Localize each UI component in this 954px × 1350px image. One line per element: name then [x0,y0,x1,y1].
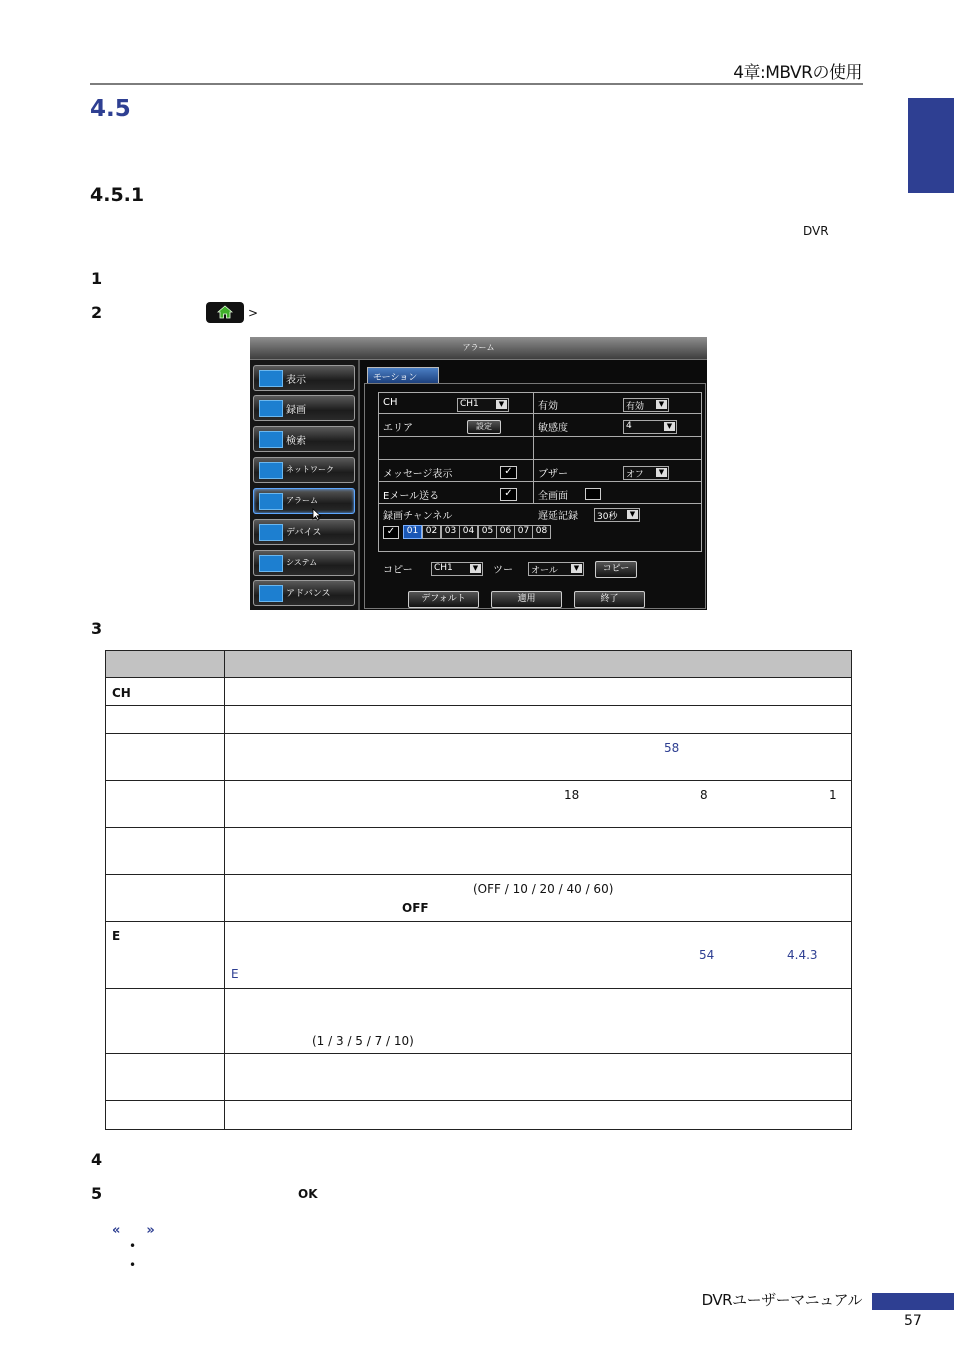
ch-label: CH [383,397,398,408]
sensitivity-select-value: 4 [626,421,632,431]
network-icon [259,462,283,479]
channel-02[interactable]: 02 [422,525,441,539]
page-number: 57 [904,1313,922,1329]
message-checkbox[interactable]: ✓ [500,466,517,479]
subsection-number: 4.5.1 [90,184,145,206]
section-number: 4.5 [90,96,131,122]
fullscreen-label: 全画面 [538,491,568,502]
sidebar-item-label: アドバンス [286,589,331,599]
monitor-icon [259,370,283,387]
step-5-number: 5 [91,1184,103,1203]
section-reference-link[interactable]: 4.4.3 [787,948,818,962]
buzzer-select-value: オフ [626,470,644,480]
delay-select[interactable] [594,508,640,522]
step-3-number: 3 [91,619,103,638]
step-4-number: 4 [91,1150,103,1169]
manual-title: DVRユーザーマニュアル [701,1291,862,1309]
exit-button[interactable]: 終了 [574,591,645,608]
sidebar-item-system[interactable] [253,550,355,576]
page-reference-link[interactable]: 58 [664,741,680,755]
chapter-side-tab [908,98,954,193]
buzzer-select[interactable] [623,466,669,480]
copy-from-value: CH1 [434,563,453,573]
channel-07[interactable]: 07 [514,525,533,539]
delay-select-value: 30秒 [597,512,618,522]
delay-record-label: 遅延記録 [538,511,578,522]
channel-08[interactable]: 08 [532,525,551,539]
buzzer-label: ブザー [538,469,568,480]
copy-to-value: オール [531,566,558,576]
chevron-down-icon: ▼ [571,564,582,573]
chevron-down-icon: ▼ [470,564,481,573]
search-icon [259,431,283,448]
tab-label: モーション [373,373,418,383]
footer-accent-bar [872,1293,954,1310]
chevron-down-icon: ▼ [664,422,675,431]
home-button[interactable] [206,302,244,323]
sidebar-item-label: アラーム [286,496,318,505]
channel-05[interactable]: 05 [478,525,497,539]
gear-icon [259,555,283,572]
tab-motion[interactable] [367,367,439,384]
channel-06[interactable]: 06 [496,525,515,539]
sensitivity-select[interactable] [623,420,677,434]
enable-select-value: 有効 [626,402,645,412]
table-value: 1 [829,788,837,802]
window-titlebar [250,337,707,360]
ch-select-value: CH1 [460,399,479,409]
to-label: ツー [493,565,513,576]
area-label: エリア [383,423,413,434]
page-reference-link[interactable]: 54 [699,948,715,962]
channel-04[interactable]: 04 [459,525,478,539]
ok-text: OK [298,1187,318,1201]
sidebar-item-label: 表示 [286,375,306,386]
copy-label: コピー [383,565,413,576]
sidebar-item-label: 検索 [286,436,306,447]
menu-path-separator: > [248,306,259,320]
sidebar-item-label: デバイス [286,528,322,538]
window-title: アラーム [462,343,495,352]
chevron-down-icon: ▼ [627,510,638,519]
record-icon [259,400,283,417]
sidebar-item-record[interactable] [253,395,355,421]
sidebar-item-search[interactable] [253,426,355,452]
record-channel-label: 録画チャンネル [383,511,453,522]
table-value: OFF [402,901,429,915]
note-bullet: • [129,1239,137,1253]
copy-from-select[interactable] [431,562,483,576]
sidebar-item-label: システム [286,558,318,567]
parameter-table [105,650,852,1130]
home-icon [217,305,233,319]
table-value: (1 / 3 / 5 / 7 / 10) [312,1034,414,1048]
table-value: (OFF / 10 / 20 / 40 / 60) [473,882,614,896]
default-button[interactable]: デフォルト [408,591,479,608]
step-1-number: 1 [91,269,103,288]
alarm-icon [259,493,283,510]
header-divider [90,83,863,85]
enable-select[interactable] [623,398,669,412]
note-bullet: • [129,1258,137,1272]
email-checkbox[interactable]: ✓ [500,488,517,501]
chevron-down-icon: ▼ [496,400,507,409]
table-row-label: E [112,929,121,943]
message-label: メッセージ表示 [383,469,453,480]
chevron-down-icon: ▼ [656,400,667,409]
email-reference-link[interactable]: E [231,967,239,981]
enable-label: 有効 [538,401,558,412]
table-value: 18 [564,788,580,802]
sidebar-item-label: ネットワーク [286,465,334,474]
note-heading: « » [112,1223,155,1238]
apply-button[interactable]: 適用 [491,591,562,608]
sidebar-item-network[interactable] [253,457,355,483]
email-label: Eメール送る [383,491,440,502]
sensitivity-label: 敏感度 [538,423,568,434]
channel-03[interactable]: 03 [441,525,460,539]
wrench-icon [259,585,283,602]
sidebar-item-display[interactable] [253,365,355,391]
channel-01[interactable]: 01 [403,525,422,539]
table-value: 8 [700,788,708,802]
table-row-label: CH [112,686,131,700]
chapter-title: 4章:MBVRの使用 [733,63,862,83]
sidebar-item-alarm[interactable] [253,488,355,514]
device-icon [259,524,283,541]
all-channels-checkbox[interactable]: ✓ [383,526,399,539]
chevron-down-icon: ▼ [656,468,667,477]
step-2-number: 2 [91,303,103,322]
copy-button[interactable]: コピー [595,561,637,578]
sidebar-item-device[interactable] [253,519,355,545]
sidebar-item-label: 録画 [286,405,306,416]
sidebar-item-advanced[interactable] [253,580,355,606]
ch-select[interactable] [457,398,509,412]
mouse-cursor-icon [312,508,322,521]
alarm-menu-screenshot [250,337,707,610]
dvr-text: DVR [803,224,829,238]
copy-to-select[interactable] [528,562,584,576]
table-header-row [106,651,851,678]
area-settings-button[interactable]: 設定 [467,420,501,434]
fullscreen-checkbox[interactable] [585,488,601,500]
